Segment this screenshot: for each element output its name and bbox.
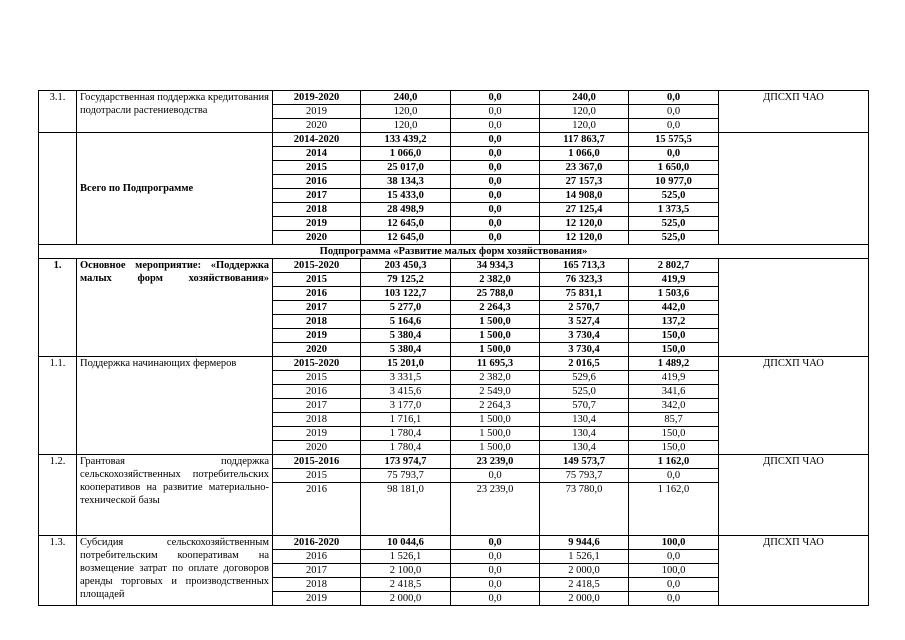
federal-cell: 0,0 <box>451 550 540 564</box>
federal-cell: 2 264,3 <box>451 399 540 413</box>
federal-cell: 0,0 <box>451 161 540 175</box>
total-cell: 98 181,0 <box>361 483 451 536</box>
total-cell: 3 331,5 <box>361 371 451 385</box>
regional-cell: 12 120,0 <box>540 231 629 245</box>
section-row <box>39 245 869 259</box>
federal-cell: 1 500,0 <box>451 427 540 441</box>
federal-cell: 25 788,0 <box>451 287 540 301</box>
regional-cell: 529,6 <box>540 371 629 385</box>
regional-cell: 76 323,3 <box>540 273 629 287</box>
period-cell: 2015-2020 <box>273 357 361 371</box>
period-cell: 2017 <box>273 301 361 315</box>
item-name: Грантовая поддержка сельскохозяйственных потребительских кооперативов на развитие материально-технической базы <box>77 455 273 536</box>
period-cell: 2020 <box>273 441 361 455</box>
other-cell: 442,0 <box>629 301 719 315</box>
total-cell: 103 122,7 <box>361 287 451 301</box>
total-cell: 203 450,3 <box>361 259 451 273</box>
regional-cell: 240,0 <box>540 91 629 105</box>
other-cell: 15 575,5 <box>629 133 719 147</box>
item-name: Поддержка начинающих фермеров <box>77 357 273 455</box>
total-cell: 3 415,6 <box>361 385 451 399</box>
federal-cell: 0,0 <box>451 203 540 217</box>
federal-cell: 1 500,0 <box>451 413 540 427</box>
federal-cell: 11 695,3 <box>451 357 540 371</box>
regional-cell: 570,7 <box>540 399 629 413</box>
period-cell: 2016 <box>273 175 361 189</box>
other-cell: 419,9 <box>629 273 719 287</box>
total-cell: 5 380,4 <box>361 343 451 357</box>
total-cell: 15 201,0 <box>361 357 451 371</box>
total-cell: 1 716,1 <box>361 413 451 427</box>
period-cell: 2015-2016 <box>273 455 361 469</box>
federal-cell: 0,0 <box>451 147 540 161</box>
table-row <box>39 455 869 469</box>
executor-cell: ДПСХП ЧАО <box>719 91 869 133</box>
executor-cell: ДПСХП ЧАО <box>719 357 869 455</box>
other-cell: 1 503,6 <box>629 287 719 301</box>
period-cell: 2015 <box>273 371 361 385</box>
regional-cell: 2 000,0 <box>540 592 629 606</box>
total-cell: 3 177,0 <box>361 399 451 413</box>
regional-cell: 2 016,5 <box>540 357 629 371</box>
table-row <box>39 357 869 371</box>
total-cell: 120,0 <box>361 119 451 133</box>
period-cell: 2015 <box>273 469 361 483</box>
total-cell: 12 645,0 <box>361 217 451 231</box>
total-cell: 120,0 <box>361 105 451 119</box>
item-number: 1. <box>39 259 77 357</box>
period-cell: 2015 <box>273 273 361 287</box>
other-cell: 137,2 <box>629 315 719 329</box>
federal-cell: 1 500,0 <box>451 343 540 357</box>
total-cell: 2 418,5 <box>361 578 451 592</box>
table-row <box>39 133 869 147</box>
item-name: Всего по Подпрограмме <box>77 133 273 245</box>
period-cell: 2019 <box>273 329 361 343</box>
period-cell: 2016 <box>273 385 361 399</box>
period-cell: 2018 <box>273 413 361 427</box>
regional-cell: 3 730,4 <box>540 329 629 343</box>
other-cell: 0,0 <box>629 469 719 483</box>
other-cell: 1 162,0 <box>629 455 719 469</box>
regional-cell: 12 120,0 <box>540 217 629 231</box>
regional-cell: 130,4 <box>540 441 629 455</box>
total-cell: 79 125,2 <box>361 273 451 287</box>
regional-cell: 2 570,7 <box>540 301 629 315</box>
period-cell: 2019-2020 <box>273 91 361 105</box>
period-cell: 2018 <box>273 203 361 217</box>
regional-cell: 2 418,5 <box>540 578 629 592</box>
executor-cell: ДПСХП ЧАО <box>719 536 869 606</box>
period-cell: 2016 <box>273 550 361 564</box>
regional-cell: 1 066,0 <box>540 147 629 161</box>
other-cell: 0,0 <box>629 592 719 606</box>
total-cell: 5 277,0 <box>361 301 451 315</box>
period-cell: 2020 <box>273 119 361 133</box>
other-cell: 341,6 <box>629 385 719 399</box>
regional-cell: 3 527,4 <box>540 315 629 329</box>
total-cell: 28 498,9 <box>361 203 451 217</box>
regional-cell: 117 863,7 <box>540 133 629 147</box>
other-cell: 150,0 <box>629 441 719 455</box>
federal-cell: 1 500,0 <box>451 315 540 329</box>
item-number: 3.1. <box>39 91 77 133</box>
other-cell: 525,0 <box>629 189 719 203</box>
period-cell: 2020 <box>273 343 361 357</box>
budget-table <box>38 90 869 606</box>
federal-cell: 0,0 <box>451 133 540 147</box>
other-cell: 0,0 <box>629 147 719 161</box>
period-cell: 2017 <box>273 189 361 203</box>
other-cell: 0,0 <box>629 578 719 592</box>
other-cell: 85,7 <box>629 413 719 427</box>
federal-cell: 0,0 <box>451 175 540 189</box>
period-cell: 2016 <box>273 483 361 536</box>
other-cell: 0,0 <box>629 550 719 564</box>
total-cell: 25 017,0 <box>361 161 451 175</box>
federal-cell: 0,0 <box>451 231 540 245</box>
federal-cell: 0,0 <box>451 105 540 119</box>
period-cell: 2018 <box>273 315 361 329</box>
federal-cell: 0,0 <box>451 592 540 606</box>
other-cell: 10 977,0 <box>629 175 719 189</box>
total-cell: 133 439,2 <box>361 133 451 147</box>
total-cell: 1 780,4 <box>361 441 451 455</box>
other-cell: 150,0 <box>629 343 719 357</box>
period-cell: 2014 <box>273 147 361 161</box>
regional-cell: 27 157,3 <box>540 175 629 189</box>
total-cell: 12 645,0 <box>361 231 451 245</box>
total-cell: 2 100,0 <box>361 564 451 578</box>
regional-cell: 75 793,7 <box>540 469 629 483</box>
other-cell: 150,0 <box>629 427 719 441</box>
total-cell: 1 780,4 <box>361 427 451 441</box>
federal-cell: 2 382,0 <box>451 371 540 385</box>
table-row <box>39 536 869 550</box>
other-cell: 525,0 <box>629 231 719 245</box>
regional-cell: 14 908,0 <box>540 189 629 203</box>
federal-cell: 0,0 <box>451 217 540 231</box>
federal-cell: 0,0 <box>451 91 540 105</box>
federal-cell: 23 239,0 <box>451 455 540 469</box>
section-title: Подпрограмма «Развитие малых форм хозяйствования» <box>39 245 869 259</box>
regional-cell: 130,4 <box>540 427 629 441</box>
federal-cell: 0,0 <box>451 469 540 483</box>
other-cell: 525,0 <box>629 217 719 231</box>
period-cell: 2015-2020 <box>273 259 361 273</box>
regional-cell: 2 000,0 <box>540 564 629 578</box>
other-cell: 1 373,5 <box>629 203 719 217</box>
regional-cell: 1 526,1 <box>540 550 629 564</box>
regional-cell: 120,0 <box>540 105 629 119</box>
other-cell: 1 489,2 <box>629 357 719 371</box>
total-cell: 240,0 <box>361 91 451 105</box>
other-cell: 1 650,0 <box>629 161 719 175</box>
regional-cell: 73 780,0 <box>540 483 629 536</box>
period-cell: 2019 <box>273 592 361 606</box>
table-body <box>39 91 869 606</box>
federal-cell: 2 549,0 <box>451 385 540 399</box>
federal-cell: 0,0 <box>451 564 540 578</box>
total-cell: 2 000,0 <box>361 592 451 606</box>
item-name: Основное мероприятие: «Поддержка малых форм хозяйствования» <box>77 259 273 357</box>
federal-cell: 1 500,0 <box>451 441 540 455</box>
federal-cell: 1 500,0 <box>451 329 540 343</box>
table-row <box>39 259 869 273</box>
period-cell: 2014-2020 <box>273 133 361 147</box>
federal-cell: 0,0 <box>451 578 540 592</box>
regional-cell: 149 573,7 <box>540 455 629 469</box>
executor-cell <box>719 259 869 357</box>
period-cell: 2019 <box>273 217 361 231</box>
regional-cell: 3 730,4 <box>540 343 629 357</box>
regional-cell: 75 831,1 <box>540 287 629 301</box>
regional-cell: 525,0 <box>540 385 629 399</box>
federal-cell: 0,0 <box>451 189 540 203</box>
regional-cell: 130,4 <box>540 413 629 427</box>
period-cell: 2020 <box>273 231 361 245</box>
other-cell: 100,0 <box>629 564 719 578</box>
period-cell: 2019 <box>273 427 361 441</box>
other-cell: 0,0 <box>629 105 719 119</box>
other-cell: 419,9 <box>629 371 719 385</box>
other-cell: 100,0 <box>629 536 719 550</box>
period-cell: 2017 <box>273 564 361 578</box>
other-cell: 2 802,7 <box>629 259 719 273</box>
total-cell: 1 066,0 <box>361 147 451 161</box>
federal-cell: 2 264,3 <box>451 301 540 315</box>
total-cell: 10 044,6 <box>361 536 451 550</box>
period-cell: 2015 <box>273 161 361 175</box>
other-cell: 0,0 <box>629 119 719 133</box>
other-cell: 1 162,0 <box>629 483 719 536</box>
regional-cell: 120,0 <box>540 119 629 133</box>
period-cell: 2016-2020 <box>273 536 361 550</box>
table-row <box>39 91 869 105</box>
federal-cell: 0,0 <box>451 536 540 550</box>
other-cell: 342,0 <box>629 399 719 413</box>
item-name: Субсидия сельскохозяйственным потребительским кооперативам на возмещение затрат по оплате договоров аренды торговых и производственных площадей <box>77 536 273 606</box>
item-number: 1.1. <box>39 357 77 455</box>
total-cell: 15 433,0 <box>361 189 451 203</box>
period-cell: 2019 <box>273 105 361 119</box>
total-cell: 38 134,3 <box>361 175 451 189</box>
total-cell: 5 380,4 <box>361 329 451 343</box>
other-cell: 0,0 <box>629 91 719 105</box>
total-cell: 5 164,6 <box>361 315 451 329</box>
federal-cell: 34 934,3 <box>451 259 540 273</box>
total-cell: 1 526,1 <box>361 550 451 564</box>
federal-cell: 0,0 <box>451 119 540 133</box>
regional-cell: 165 713,3 <box>540 259 629 273</box>
regional-cell: 27 125,4 <box>540 203 629 217</box>
total-cell: 75 793,7 <box>361 469 451 483</box>
item-number <box>39 133 77 245</box>
period-cell: 2016 <box>273 287 361 301</box>
total-cell: 173 974,7 <box>361 455 451 469</box>
federal-cell: 23 239,0 <box>451 483 540 536</box>
executor-cell <box>719 133 869 245</box>
item-name: Государственная поддержка кредитования подотрасли растениеводства <box>77 91 273 133</box>
period-cell: 2018 <box>273 578 361 592</box>
regional-cell: 9 944,6 <box>540 536 629 550</box>
federal-cell: 2 382,0 <box>451 273 540 287</box>
other-cell: 150,0 <box>629 329 719 343</box>
item-number: 1.2. <box>39 455 77 536</box>
executor-cell: ДПСХП ЧАО <box>719 455 869 536</box>
period-cell: 2017 <box>273 399 361 413</box>
item-number: 1.3. <box>39 536 77 606</box>
regional-cell: 23 367,0 <box>540 161 629 175</box>
